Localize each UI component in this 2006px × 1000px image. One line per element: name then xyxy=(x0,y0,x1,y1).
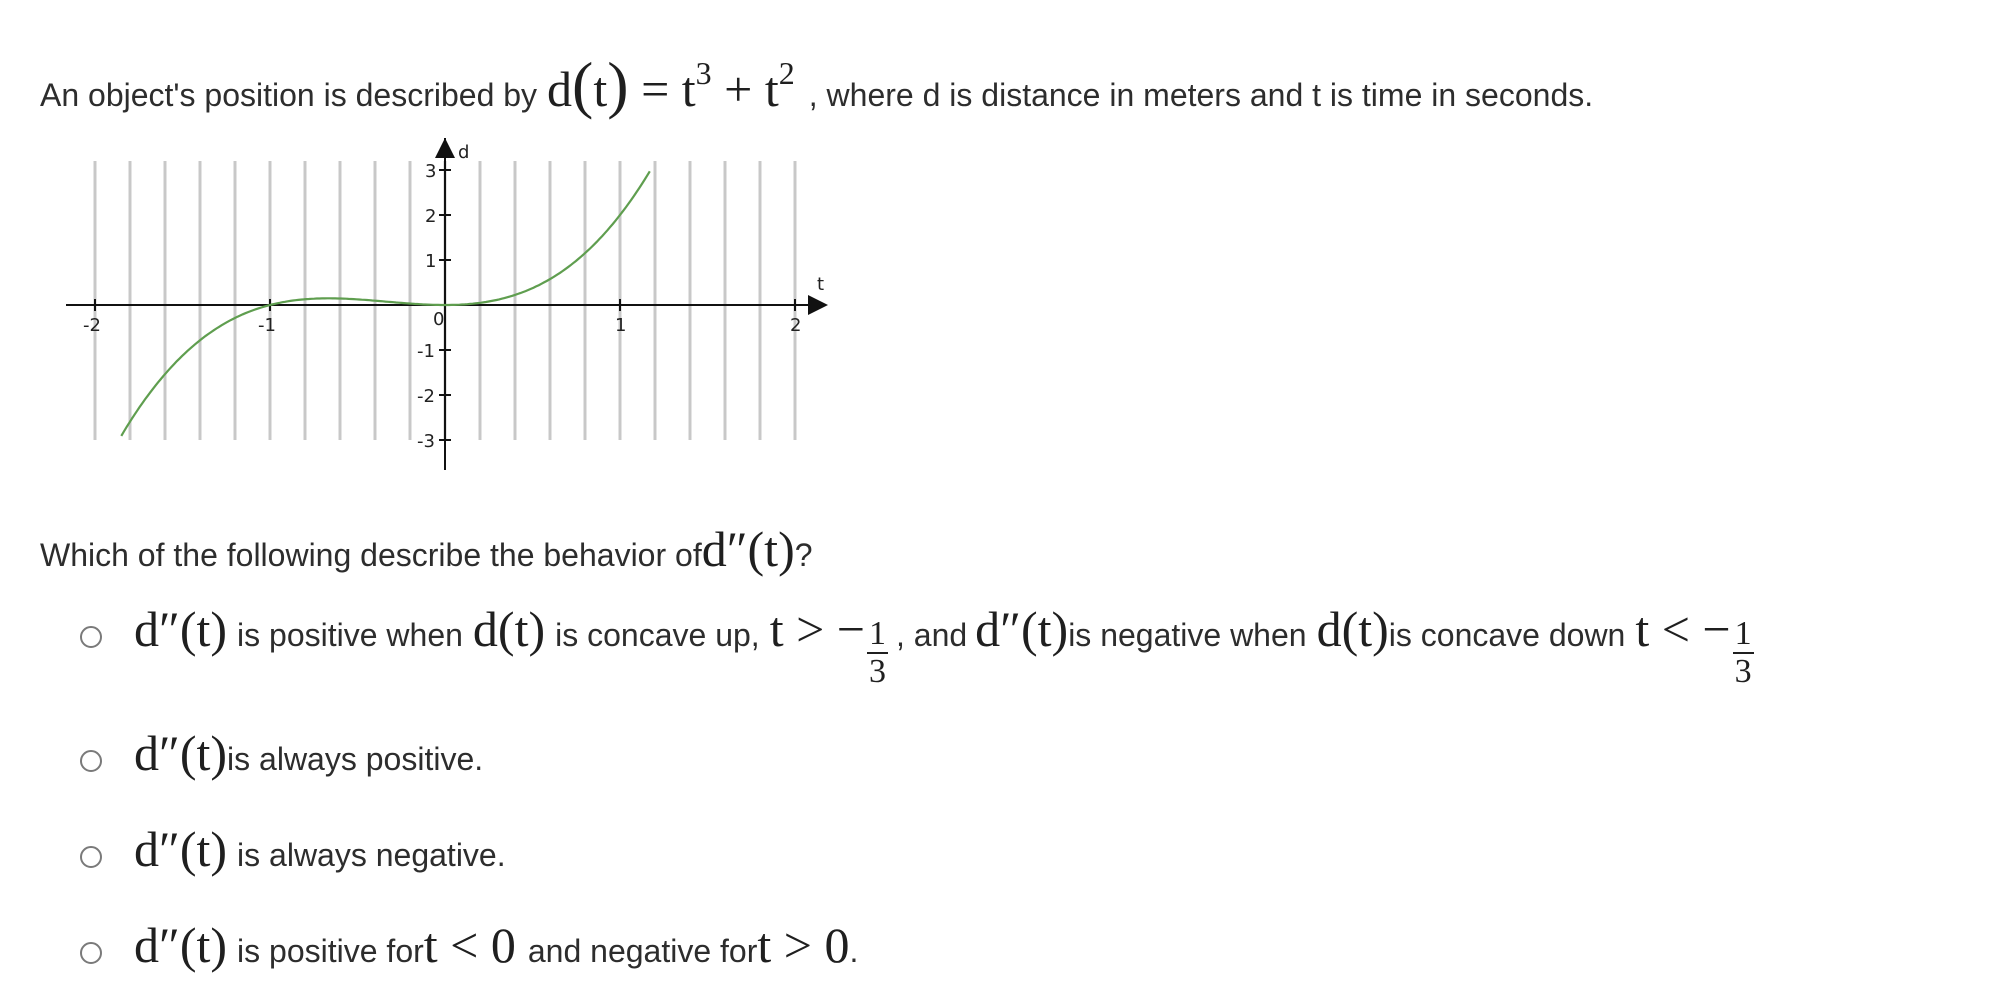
option-d-text-2: and negative for xyxy=(527,933,758,969)
t-axis-label: t xyxy=(817,274,825,295)
axis-ticks xyxy=(83,161,801,452)
t-axis-arrow-icon xyxy=(808,295,828,315)
behavior-question xyxy=(40,520,813,578)
option-d-text-1: is positive for xyxy=(237,933,424,969)
option-c-math: d″(t) xyxy=(134,821,228,877)
option-a-fraction-1 xyxy=(867,616,888,690)
option-a-fraction-2 xyxy=(1733,616,1754,690)
option-a-text-2: is concave up, xyxy=(555,617,760,653)
equation-lhs: d xyxy=(547,61,573,117)
equation-var: t xyxy=(593,61,608,117)
equation-eq: = t xyxy=(641,61,696,117)
y-tick-label: -1 xyxy=(417,341,435,362)
option-a-text-1: is positive when xyxy=(237,617,463,653)
option-d-inequality-2: t > 0 xyxy=(757,917,850,973)
equation: $d(t) = t^3 + t^2$ xyxy=(547,49,795,120)
behavior-question-text: Which of the following describe the behavior of xyxy=(40,537,702,573)
option-d-math: d″(t) xyxy=(134,917,228,973)
option-b-math: d″(t) xyxy=(134,725,228,781)
d-axis-arrow-icon xyxy=(435,138,455,158)
origin-label: 0 xyxy=(433,309,445,330)
behavior-question-end: ? xyxy=(794,537,813,573)
prompt-text-before: An object's position is described by xyxy=(40,77,538,113)
option-a-text-5: is concave down xyxy=(1388,617,1626,653)
x-tick-label: 2 xyxy=(790,315,802,336)
fraction-numerator: 1 xyxy=(1734,615,1752,652)
question-prompt xyxy=(40,48,1593,122)
fraction-numerator: 1 xyxy=(868,615,886,652)
x-tick-label: -2 xyxy=(83,315,101,336)
option-a-text-3: , and xyxy=(895,617,968,653)
option-d-inequality-1: t < 0 xyxy=(423,917,516,973)
position-graph xyxy=(60,130,840,475)
y-tick-label: 3 xyxy=(425,161,437,182)
option-a-math-d2: d″(t) xyxy=(134,601,228,657)
radio-button-c[interactable] xyxy=(80,846,102,868)
d-axis-label: d xyxy=(458,142,470,163)
y-tick-label: 2 xyxy=(425,206,437,227)
radio-button-b[interactable] xyxy=(80,750,102,772)
option-b-text: is always positive. xyxy=(227,741,484,777)
x-tick-label: -1 xyxy=(258,315,276,336)
option-d-text-end: . xyxy=(849,933,859,969)
radio-button-a[interactable] xyxy=(80,626,102,648)
equation-exp1: 3 xyxy=(695,55,712,91)
y-tick-label: -3 xyxy=(417,431,435,452)
option-a-math-dt-b: d(t) xyxy=(1316,601,1389,657)
option-a-inequality-2: t < − xyxy=(1635,601,1731,657)
y-tick-label: 1 xyxy=(425,251,437,272)
y-tick-label: -2 xyxy=(417,386,435,407)
option-a-math-dt: d(t) xyxy=(472,601,546,657)
equation-plus: + t xyxy=(711,61,779,117)
answer-option-b[interactable] xyxy=(80,724,483,782)
answer-option-a[interactable] xyxy=(80,600,1754,692)
equation-exp2: 2 xyxy=(778,55,795,91)
radio-button-d[interactable] xyxy=(80,942,102,964)
answer-option-c[interactable] xyxy=(80,820,506,878)
option-a-text-4: is negative when xyxy=(1068,617,1307,653)
answer-option-d[interactable] xyxy=(80,916,858,974)
option-c-text: is always negative. xyxy=(237,837,506,873)
prompt-text-after: , where d is distance in meters and t is time in seconds. xyxy=(808,77,1594,113)
option-a-math-d2-b: d″(t) xyxy=(975,601,1069,657)
option-a-inequality-1: t > − xyxy=(769,601,865,657)
fraction-denominator: 3 xyxy=(1734,653,1752,690)
x-tick-label: 1 xyxy=(615,315,627,336)
fraction-denominator: 3 xyxy=(868,653,886,690)
behavior-question-math: d″(t) xyxy=(701,521,795,577)
